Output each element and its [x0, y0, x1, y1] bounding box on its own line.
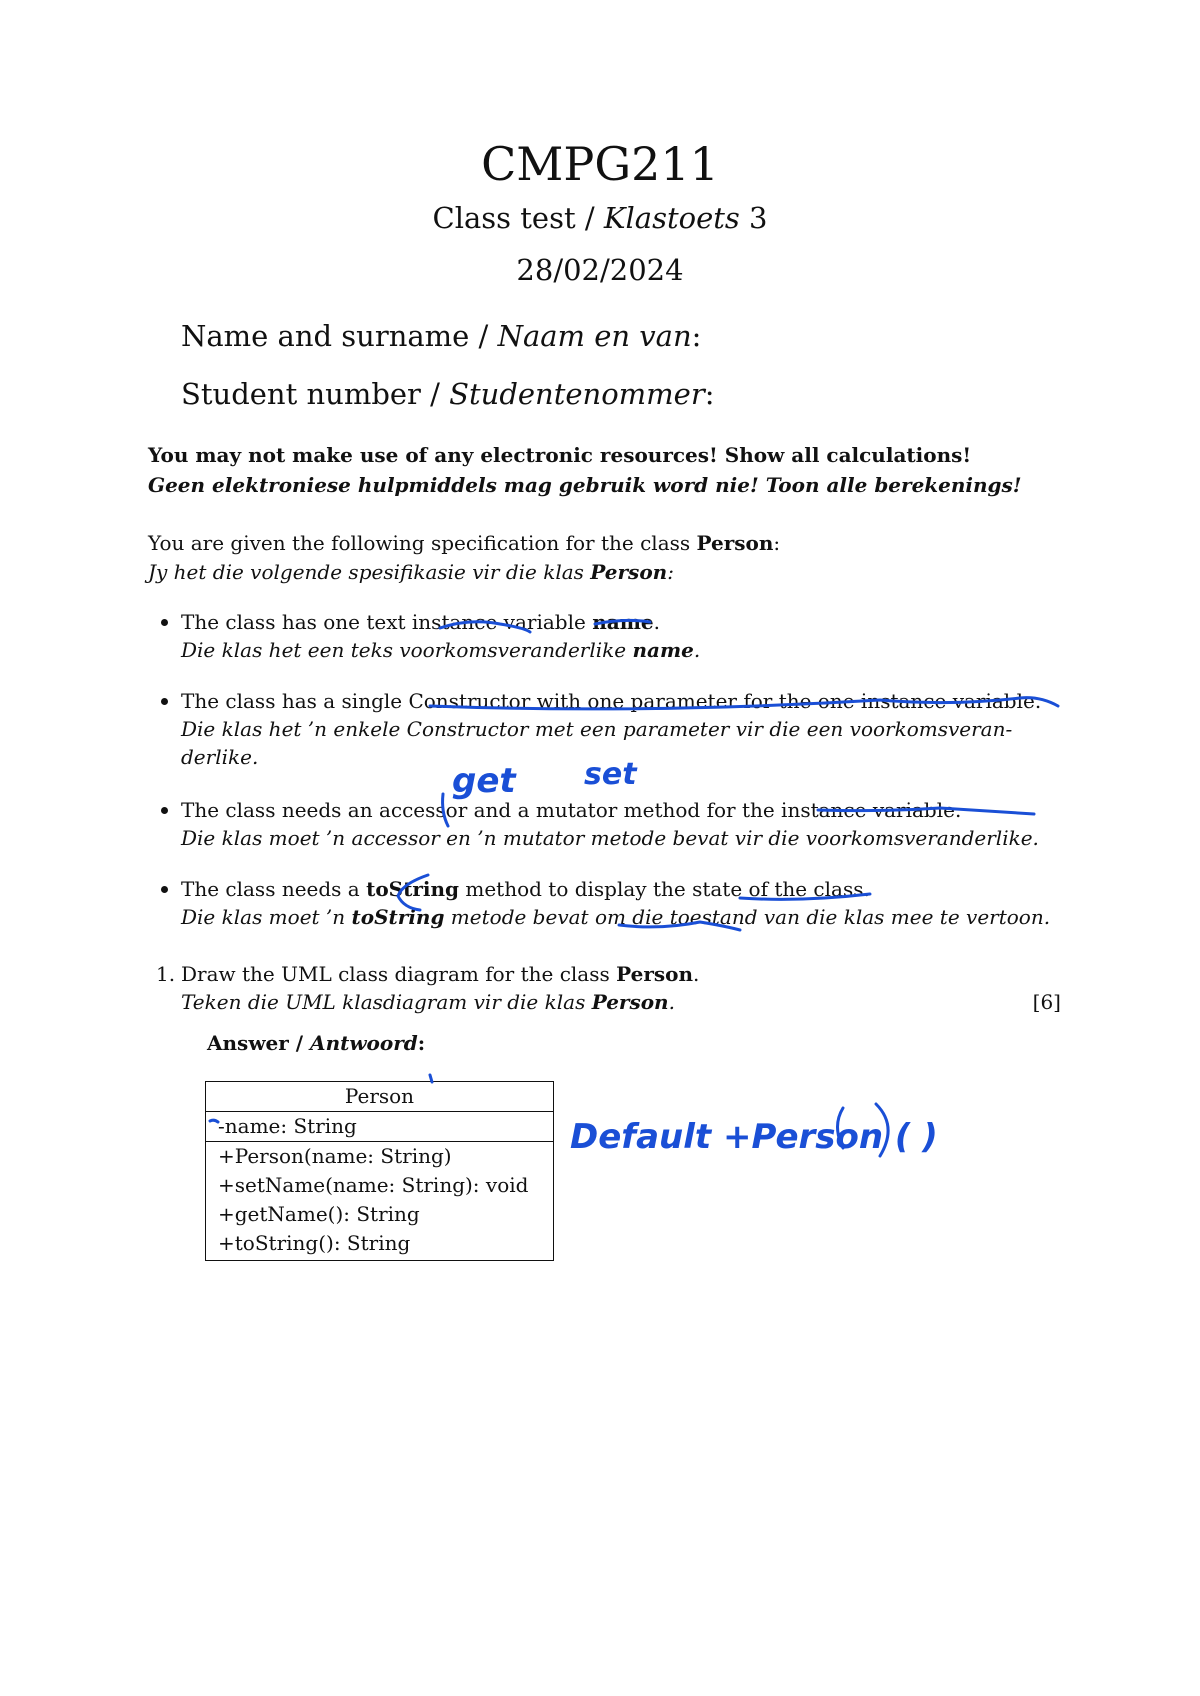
handwritten-set: set — [584, 757, 637, 792]
warning-afrikaans: Geen elektroniese hulpmiddels mag gebruik word nie! Toon alle berekenings! — [148, 473, 1022, 497]
spec-item-instance-variable: The class has one text instance variable name. Die klas het een teks voorkomsveranderlike name. — [181, 608, 700, 664]
uml-attribute: -name: String — [218, 1114, 357, 1138]
handwritten-notes — [452, 757, 938, 1157]
spec-item-tostring: The class needs a toString method to display the state of the class. Die klas moet ’n toString metode bevat om die toestand van die klas mee te vertoon. — [181, 875, 1050, 931]
name-field-label: Name and surname / Naam en van: — [181, 319, 702, 353]
handwritten-underlines — [210, 620, 1058, 1156]
uml-operation: +toString(): String — [218, 1231, 411, 1255]
course-code: CMPG211 — [481, 137, 719, 191]
uml-operation: +setName(name: String): void — [218, 1173, 529, 1197]
spec-item-constructor: The class has a single Constructor with one parameter for the one instance variable. Die klas het ’n enkele Constructor met een parameter vir die een voorkomsveran- derlike. — [181, 687, 1041, 771]
uml-operation: +Person(name: String) — [218, 1144, 452, 1168]
spec-item-accessor-mutator: The class needs an accessor and a mutator method for the instance variable. Die klas moet ’n accessor en ’n mutator metode bevat vir die voorkomsveranderlike. — [181, 796, 1039, 852]
warning-english: You may not make use of any electronic resources! Show all calculations! — [148, 443, 972, 467]
student-number-field-label: Student number / Studentenommer: — [181, 377, 715, 411]
question-marks: [6] — [1032, 990, 1061, 1014]
test-date: 28/02/2024 — [516, 253, 684, 287]
question-1: 1. Draw the UML class diagram for the class Person. Teken die UML klasdiagram vir die klas Person. [6] — [156, 962, 1061, 1014]
answer-label: Answer / Antwoord: — [207, 1031, 426, 1055]
question-number: 1. — [156, 962, 176, 986]
test-title: Class test / Klastoets 3 — [432, 201, 768, 235]
handwritten-default-constructor: Default +Person ( ) — [570, 1117, 938, 1157]
intro-afrikaans: Jy het die volgende spesifikasie vir die klas Person: — [148, 560, 674, 584]
intro-english: You are given the following specification for the class Person: — [148, 531, 781, 555]
handwritten-get: get — [452, 761, 516, 801]
uml-class-name: Person — [206, 1082, 553, 1112]
uml-operation: +getName(): String — [218, 1202, 420, 1226]
